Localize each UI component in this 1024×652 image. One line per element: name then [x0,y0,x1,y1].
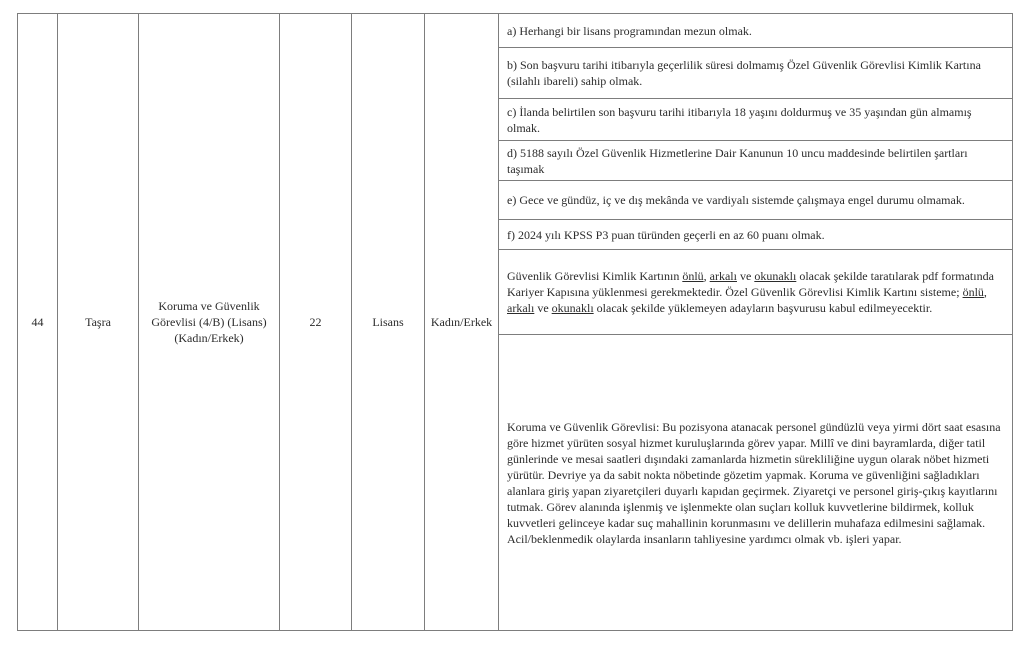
requirement-text-d: d) 5188 sayılı Özel Güvenlik Hizmetlerine Dair Kanunun 10 uncu maddesinde belirtilen şartları taşımak [507,145,968,176]
job-description-cell [499,335,1012,630]
id-card-note-text: Güvenlik Görevlisi Kimlik Kartının önlü, arkalı ve okunaklı olacak şekilde taratılarak pdf formatında Kariyer Kapısına yüklenmesi gerekmektedir. Özel Güvenlik Görevlisi Kimlik Kartını sisteme; önlü, arkalı ve okunaklı olacak şekilde yüklemeyen adayların başvurusu kabul edilmeyecektir. [507,269,994,315]
quota-value: 22 [309,315,322,329]
requirement-row-c [499,99,1012,141]
requirement-row-f [499,220,1012,250]
job-description-text: Koruma ve Güvenlik Görevlisi: Bu pozisyona atanacak personel gündüzlü veya yirmi dört saat esasına göre hizmet yürüten sosyal hizmet kuruluşlarında görev yapar. Millî ve dini bayramlarda, diğer tatil günlerinde ve mesai saatleri dışındaki zamanlarda hizmetin sürekliliğine uygun olarak nöbet hizmeti yürütür. Devriye ya da sabit nokta nöbetinde gözetim yapmak. Koruma ve güvenliğini sağladıkları alanlara giriş yapan ziyaretçileri duyarlı kapıdan geçirmek. Ziyaretçi ve personel giriş-çıkış kayıtlarını tutmak. Görev alanında işlenmiş ve işlenmekte olan suçları kolluk kuvvetlerine bildirmek, kolluk kuvvetleri gelinceye kadar suç mahallinin korunmasını ve delillerin muhafaza edilmesini sağlamak. Acil/beklenmedik olaylarda insanların tahliyesine yardımcı olmak vb. işleri yapar. [507,419,1001,546]
education-level-value: Lisans [372,315,404,329]
gender-value: Kadın/Erkek [430,315,493,329]
id-card-note-cell [499,250,1012,335]
position-title-value: Koruma ve Güvenlik Görevlisi (4/B) (Lisans)(Kadın/Erkek) [151,299,267,345]
cell-quota [280,14,352,630]
requirement-row-b [499,48,1012,99]
requirements-column [499,14,1012,630]
cell-location [58,14,139,630]
cell-education-level [352,14,425,630]
requirement-text-f: f) 2024 yılı KPSS P3 puan türünden geçerli en az 60 puanı olmak. [507,227,825,242]
requirement-text-c: c) İlanda belirtilen son başvuru tarihi itibarıyla 18 yaşını doldurmuş ve 35 yaşından gün almamış olmak. [507,104,972,135]
requirement-row-d [499,141,1012,181]
location-value: Taşra [85,315,111,329]
requirement-text-b: b) Son başvuru tarihi itibarıyla geçerlilik süresi dolmamış Özel Güvenlik Görevlisi Kimlik Kartına (silahlı ibareli) sahip olmak. [507,58,981,88]
requirement-row-e [499,181,1012,220]
cell-position-title [139,14,280,630]
row-number-value: 44 [31,315,44,329]
job-posting-table [17,13,1013,631]
cell-row-number [18,14,58,630]
requirement-row-a [499,14,1012,48]
requirement-text-a: a) Herhangi bir lisans programından mezun olmak. [507,23,752,38]
cell-gender [425,14,499,630]
requirement-text-e: e) Gece ve gündüz, iç ve dış mekânda ve vardiyalı sistemde çalışmaya engel durumu olmamak. [507,193,965,207]
